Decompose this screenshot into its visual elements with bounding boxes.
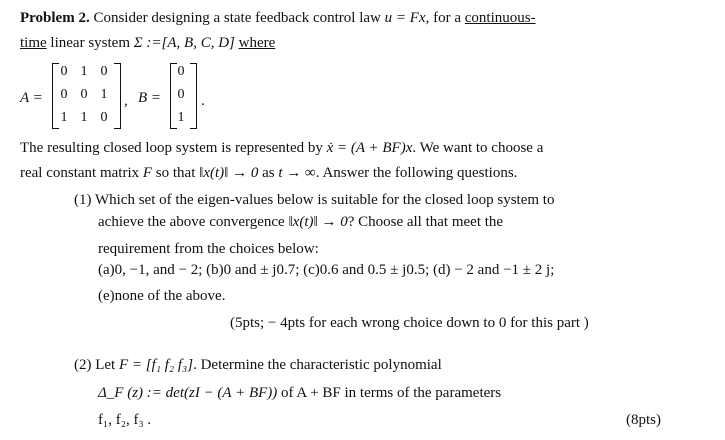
q1-none-choice: (e)none of the above. xyxy=(98,288,226,304)
q2-line-1 xyxy=(74,358,442,373)
so-that-text: so that xyxy=(155,165,196,181)
q1-line-3: requirement from the choices below: xyxy=(98,241,319,257)
matrix-b-cell: 0 xyxy=(177,64,185,79)
q2-parameters-text: of A + BF in terms of the parameters xyxy=(281,385,502,401)
q2-points: (8pts) xyxy=(626,412,661,428)
intro-text: Consider designing a state feedback control law xyxy=(93,10,381,26)
norm-convergence: ‖x(t)‖ → 0 xyxy=(199,165,259,181)
problem-heading xyxy=(20,11,536,26)
matrix-b-cell: 0 xyxy=(177,87,185,102)
matrix-b-label: B = xyxy=(138,90,162,106)
matrix-a-cell: 1 xyxy=(60,110,68,125)
q2-determine-text: . Determine the characteristic polynomial xyxy=(193,357,442,373)
linear-system-text: linear system xyxy=(50,35,130,51)
continuous-text: continuous- xyxy=(464,10,536,26)
matrix-f-symbol: F xyxy=(142,165,153,181)
matrix-a-label: A = xyxy=(20,90,43,106)
time-text: time xyxy=(20,35,47,51)
matrix-a-right-bracket xyxy=(114,63,121,129)
q1-points: (5pts; − 4pts for each wrong choice down to 0 for this part ) xyxy=(230,315,589,331)
q1-line-2 xyxy=(98,215,503,230)
matrix-comma: , xyxy=(124,93,128,109)
matrix-a-cell: 1 xyxy=(80,64,88,79)
q1-convergence-text: achieve the above convergence xyxy=(98,214,285,230)
constant-matrix-text: real constant matrix xyxy=(20,165,140,181)
matrix-a-cell: 0 xyxy=(100,110,108,125)
matrix-a-cell: 1 xyxy=(80,110,88,125)
answer-text: . Answer the following questions. xyxy=(315,165,518,181)
matrix-period: . xyxy=(201,93,205,109)
matrix-b-cell: 1 xyxy=(177,110,185,125)
closed-loop-text-2: . We want to choose a xyxy=(412,140,544,156)
closed-loop-text: The resulting closed loop system is represented by xyxy=(20,140,323,156)
system-definition: Σ :=[A, B, C, D] xyxy=(133,35,235,51)
as-text: as xyxy=(262,165,275,181)
intro-text-2: , for a xyxy=(425,10,461,26)
closed-loop-line xyxy=(20,141,543,156)
matrix-b-right-bracket xyxy=(190,63,197,129)
q2-char-poly: Δ_F (z) := det(zI − (A + BF)) xyxy=(98,385,278,401)
system-line xyxy=(20,36,275,51)
problem-label: Problem 2. xyxy=(20,10,90,26)
q1-choose-text: ? Choose all that meet the xyxy=(347,214,504,230)
matrix-a-cell: 0 xyxy=(60,64,68,79)
q1-choices: (a)0, −1, and − 2; (b)0 and ± j0.7; (c)0.6 and 0.5 ± j0.5; (d) − 2 and −1 ± 2 j; xyxy=(98,262,555,278)
matrix-a-cell: 0 xyxy=(80,87,88,102)
q1-line-1: (1) Which set of the eigen-values below is suitable for the closed loop system to xyxy=(74,192,555,208)
matrix-a-cell: 0 xyxy=(100,64,108,79)
q2-line-2 xyxy=(98,386,501,401)
q2-f-vector: F = [f₁ f₂ f₃] xyxy=(118,357,194,373)
closed-loop-equation: ẋ = (A + BF)x xyxy=(326,140,413,156)
matrix-a-cell: 0 xyxy=(60,87,68,102)
where-text: where xyxy=(238,35,276,51)
time-limit: t → ∞ xyxy=(278,165,316,181)
constant-matrix-line xyxy=(20,166,517,181)
q2-let-text: (2) Let xyxy=(74,357,116,373)
q2-params: f₁, f₂, f₃ . xyxy=(98,412,152,428)
q1-norm: ‖x(t)‖ → 0 xyxy=(288,214,348,230)
control-law: u = Fx xyxy=(384,10,426,26)
matrix-a-cell: 1 xyxy=(100,87,108,102)
